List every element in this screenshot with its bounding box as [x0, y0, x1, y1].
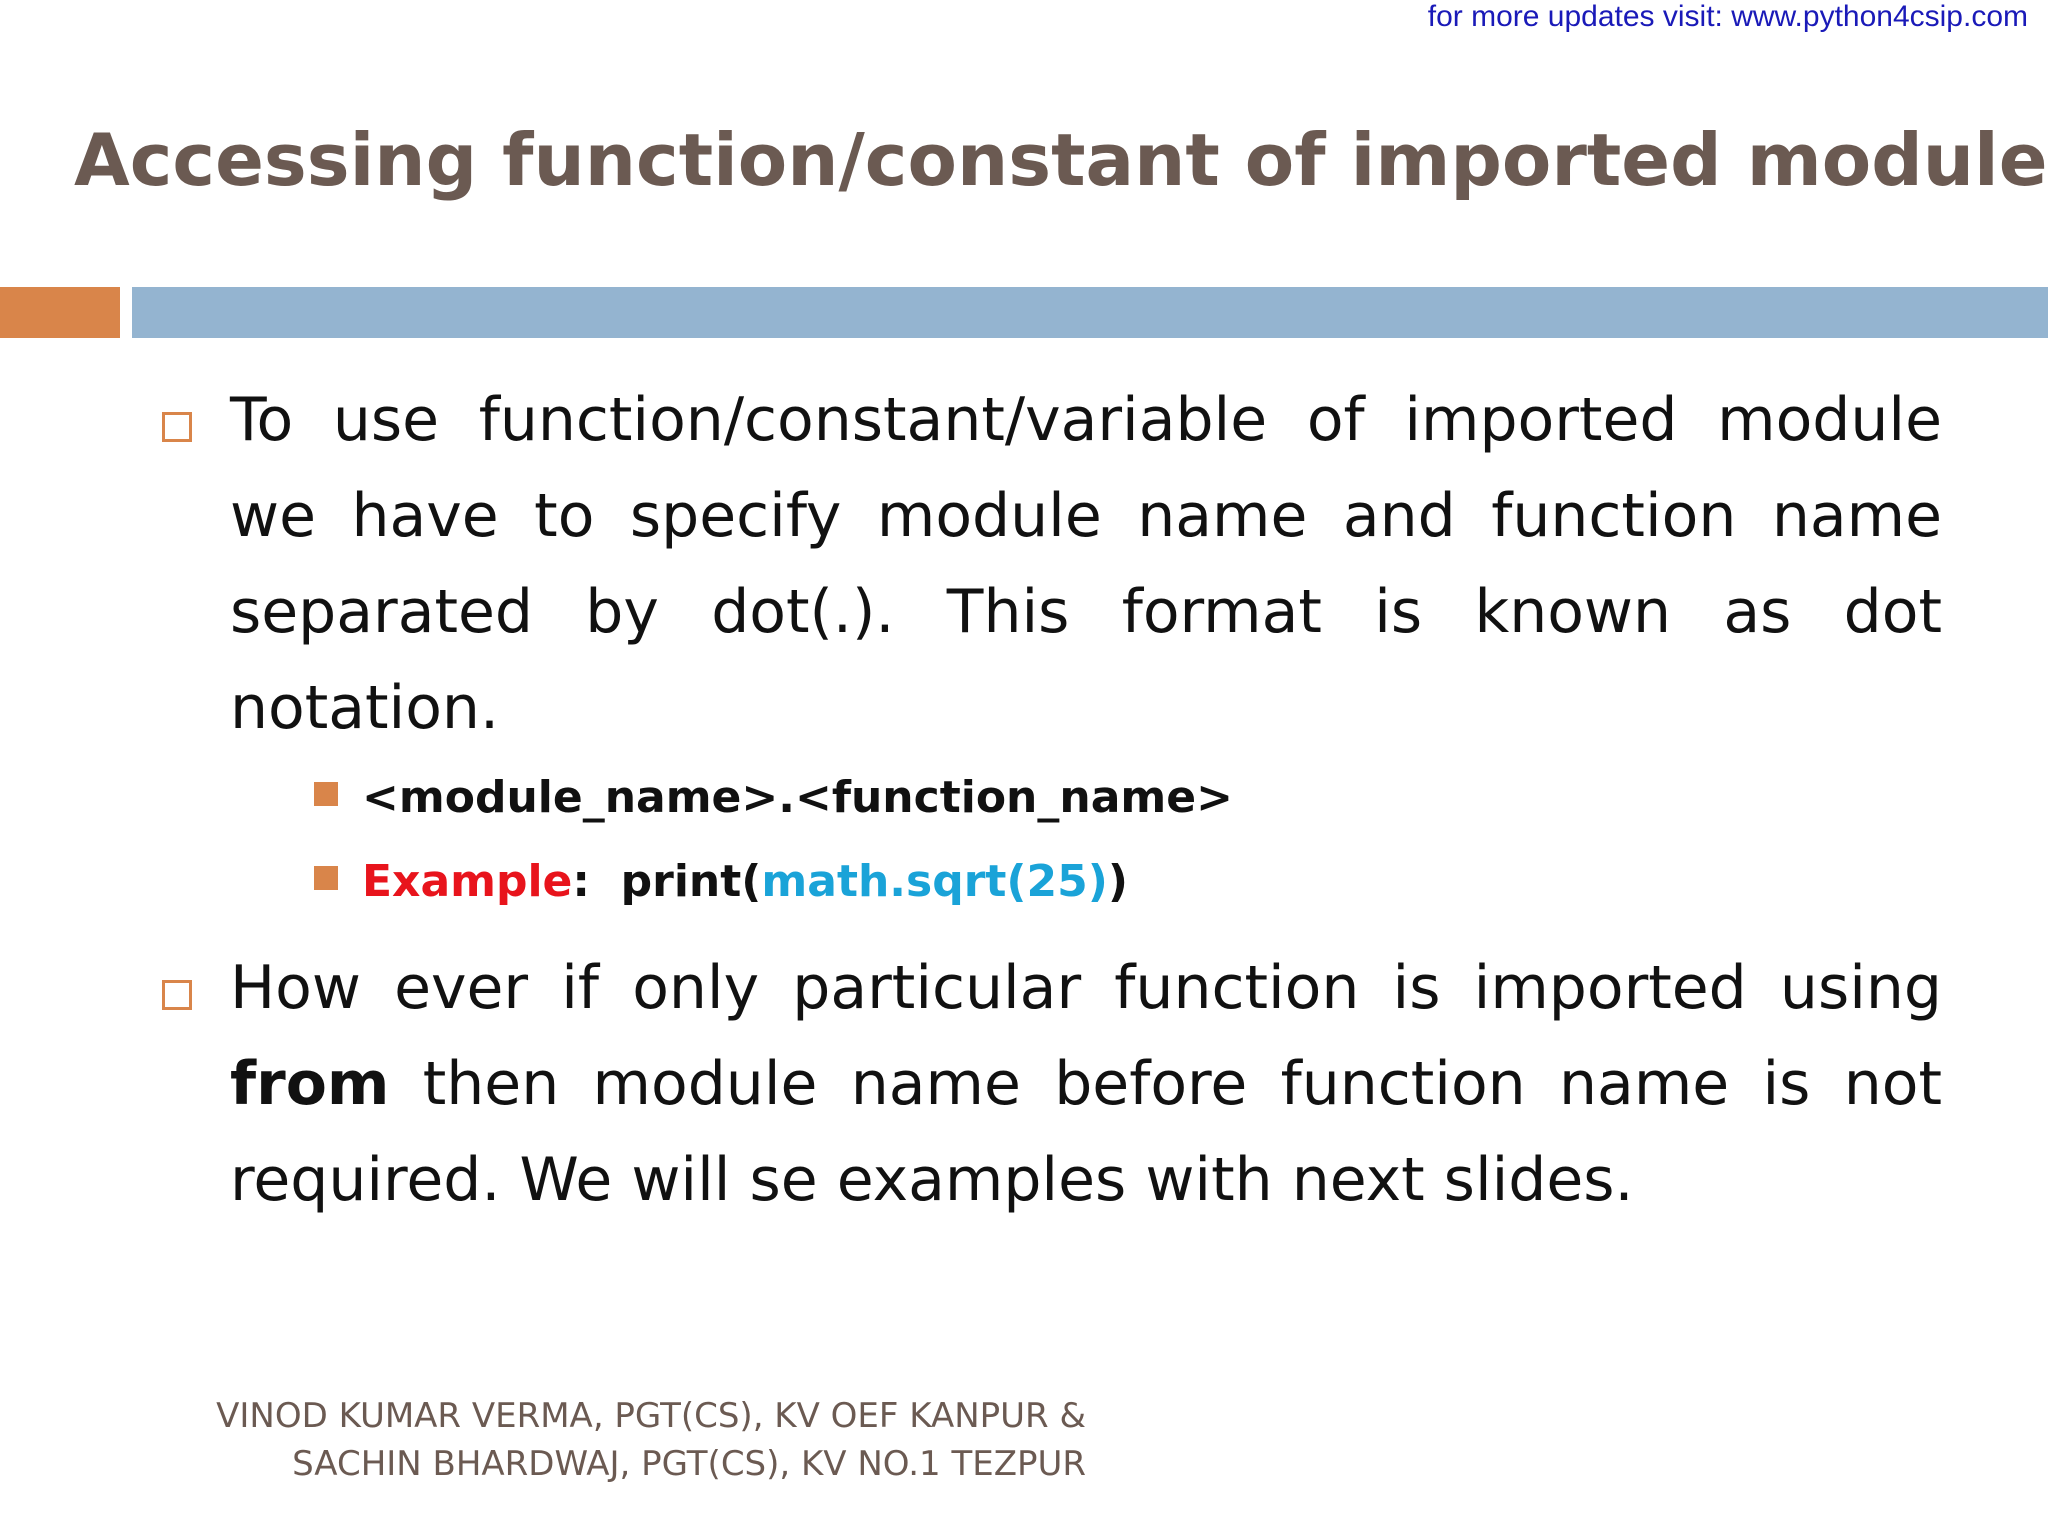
footer-line-2: SACHIN BHARDWAJ, PGT(CS), KV NO.1 TEZPUR	[292, 1444, 1086, 1484]
code-suffix: )	[1107, 856, 1128, 907]
hollow-square-bullet-icon	[162, 412, 192, 442]
square-bullet-icon	[314, 782, 338, 806]
website-link[interactable]: for more updates visit: www.python4csip.com	[1427, 0, 2028, 33]
bullet-text-1: To use function/constant/variable of imported module we have to specify module name and function name separated by dot(.). This format is known as dot notation.	[230, 385, 1942, 743]
code-call: math.sqrt(25)	[761, 856, 1108, 907]
bullet-2-part-1: How ever if only particular function is imported using	[230, 953, 1942, 1023]
square-bullet-icon	[314, 866, 338, 890]
hollow-square-bullet-icon	[162, 980, 192, 1010]
bullet-2-part-2: then module name before function name is not required. We will se examples with next slides.	[230, 1049, 1942, 1215]
footer-line-1: VINOD KUMAR VERMA, PGT(CS), KV OEF KANPUR &	[216, 1396, 1086, 1436]
bullet-text-2	[230, 940, 1942, 1228]
example-label: Example	[362, 856, 573, 907]
example-colon: :	[572, 856, 591, 907]
sub-bullet-syntax	[314, 772, 1233, 823]
slide-title: Accessing function/constant of imported module	[74, 118, 2048, 202]
accent-bar-blue	[132, 287, 2048, 338]
sub-bullet-example	[314, 856, 1128, 907]
from-keyword: from	[230, 1049, 390, 1119]
accent-bar-orange	[0, 287, 120, 338]
code-prefix: print(	[620, 856, 762, 907]
footer-credits	[216, 1392, 1086, 1488]
syntax-text: <module_name>.<function_name>	[362, 772, 1233, 823]
